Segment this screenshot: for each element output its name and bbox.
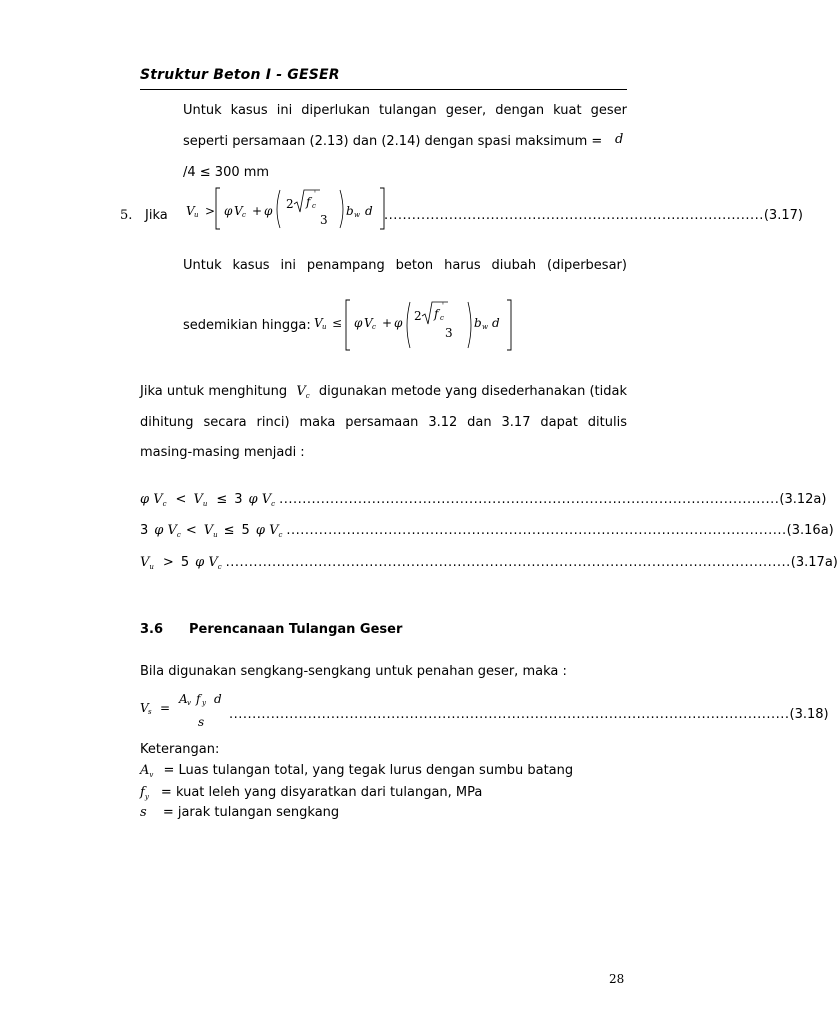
para1-line2: seperti persamaan (2.13) dan (2.14) dengan spasi maksimum = <box>183 134 603 149</box>
var-sub: y <box>144 793 149 801</box>
formula-f: f <box>306 195 311 209</box>
formula-vu-limit <box>312 296 517 356</box>
word: kuat <box>553 103 582 118</box>
formula-d: d <box>492 316 500 330</box>
formula-plus: + <box>252 204 263 218</box>
para3-line1 <box>140 385 627 398</box>
formula-v-sub: v <box>187 699 191 707</box>
bracket-left <box>216 188 220 229</box>
formula-u-sub: u <box>322 323 327 331</box>
formula-prime: ' <box>442 302 444 310</box>
eq-left <box>140 493 167 506</box>
var: φ V <box>255 523 279 538</box>
word: ini <box>280 258 296 273</box>
var: φ V <box>195 555 218 570</box>
formula-phi2: φ <box>264 204 273 218</box>
para1-line3: /4 ≤ 300 mm <box>183 165 270 180</box>
formula-gt: > <box>205 204 216 218</box>
word: maka <box>299 415 336 430</box>
word: dengan <box>495 103 545 118</box>
leader-dots: ......................................................................................................................... <box>229 707 790 722</box>
para3-line3: masing-masing menjadi : <box>140 445 305 460</box>
var: V <box>203 523 214 538</box>
eq-mid <box>204 524 218 537</box>
formula-318 <box>138 688 238 733</box>
page-number: 28 <box>609 972 625 986</box>
para1-var-d: d <box>615 132 624 147</box>
keterangan-item <box>140 786 482 799</box>
word: harus <box>444 258 481 273</box>
paren-right <box>468 302 471 348</box>
eq-right <box>249 493 276 506</box>
eq318-leader <box>229 707 829 722</box>
coef: 3 <box>234 492 243 507</box>
formula-d: d <box>214 692 222 706</box>
word: dihitung <box>140 415 194 430</box>
word: dan <box>467 415 492 430</box>
formula-Vc: V <box>234 204 243 218</box>
text: digunakan metode yang disederhanakan (tidak <box>318 384 627 399</box>
var-sub: c <box>305 392 310 400</box>
formula-le: ≤ <box>332 316 343 330</box>
formula-eq: = <box>160 701 171 715</box>
symbol <box>140 785 149 800</box>
para4: Bila digunakan sengkang-sengkang untuk penahan geser, maka : <box>140 664 567 679</box>
formula-Vu: V <box>186 204 195 218</box>
formula-y-sub: y <box>202 699 206 707</box>
formula-plus: + <box>382 316 393 330</box>
formula-w-sub: w <box>354 211 360 219</box>
var: A <box>140 763 150 778</box>
var-sub: u <box>202 500 208 508</box>
header-title: Struktur Beton I - GESER <box>140 67 340 83</box>
symbol <box>140 805 147 820</box>
formula-Vu: V <box>314 316 323 330</box>
formula-A: A <box>179 692 188 706</box>
formula-c-sub: c <box>372 323 376 331</box>
equation-ref: (3.17a) <box>790 555 838 570</box>
op: < <box>175 492 187 507</box>
word: (diperbesar) <box>547 258 627 273</box>
eq-left <box>154 524 181 537</box>
word: rinci) <box>256 415 290 430</box>
word: persamaan <box>345 415 419 430</box>
formula-phi: φ <box>224 204 233 218</box>
description: = jarak tulangan sengkang <box>162 805 340 820</box>
equation-ref: (3.16a) <box>786 523 834 538</box>
formula-phi: φ <box>354 316 363 330</box>
coef: 5 <box>241 523 250 538</box>
formula-phi2: φ <box>394 316 403 330</box>
header-rule <box>140 89 627 90</box>
paren-left <box>277 190 280 228</box>
description: = kuat leleh yang disyaratkan dari tulangan, MPa <box>160 785 483 800</box>
leader-dots: .......................................................................................................................... <box>225 555 791 570</box>
formula-d: d <box>365 204 373 218</box>
var-sub: c <box>217 563 222 571</box>
var: s <box>140 805 147 820</box>
var-sub: c <box>278 531 283 539</box>
word: geser, <box>445 103 487 118</box>
formula-c-sub2: c <box>440 314 444 322</box>
equation-316a <box>140 523 834 539</box>
word: kasus <box>232 258 270 273</box>
var: V <box>193 492 203 507</box>
item5-leader <box>384 208 803 223</box>
item5-label: Jika <box>145 208 168 223</box>
formula-two: 2 <box>286 197 294 211</box>
item5-number: 5. <box>120 208 133 223</box>
equation-ref: (3.18) <box>789 707 829 722</box>
op: ≤ <box>216 492 228 507</box>
op: < <box>185 523 197 538</box>
formula-three: 3 <box>445 326 453 340</box>
var-sub: c <box>271 500 276 508</box>
para2-line1 <box>183 259 627 272</box>
word: Untuk <box>183 258 222 273</box>
var: V <box>140 555 150 570</box>
word: diubah <box>491 258 537 273</box>
word: tulangan <box>379 103 437 118</box>
word: dapat <box>540 415 578 430</box>
word: diperlukan <box>301 103 371 118</box>
formula-c-sub: c <box>242 211 246 219</box>
equation-ref: (3.17) <box>763 208 803 223</box>
leader-dots: ............................................................................................................ <box>286 523 787 538</box>
var: φ V <box>140 492 163 507</box>
coef: 3 <box>140 523 149 538</box>
paren-left <box>407 302 410 348</box>
var-sub: u <box>213 531 218 539</box>
var-sub: c <box>176 531 181 539</box>
formula-Vc: V <box>364 316 373 330</box>
formula-two: 2 <box>414 309 422 323</box>
var: φ V <box>248 492 272 507</box>
para2-line2: sedemikian hingga: <box>183 318 311 333</box>
formula-b: b <box>346 204 354 218</box>
var-sub: c <box>162 500 167 508</box>
inline-var <box>296 385 309 398</box>
word: ini <box>276 103 293 118</box>
equation-317a <box>140 555 838 571</box>
bracket-right <box>507 300 511 350</box>
text: Jika untuk menghitung <box>140 384 288 399</box>
keterangan-title: Keterangan: <box>140 742 220 757</box>
leader-dots: ............................................................................................................ <box>279 492 780 507</box>
var: f <box>140 785 145 800</box>
formula-f: f <box>196 692 201 706</box>
section-title: Perencanaan Tulangan Geser <box>189 622 403 637</box>
coef: 5 <box>180 555 190 570</box>
symbol <box>140 763 153 778</box>
formula-b: b <box>474 316 482 330</box>
formula-three: 3 <box>320 213 328 227</box>
formula-V: V <box>140 701 149 715</box>
word: ditulis <box>587 415 627 430</box>
equation-312a <box>140 492 827 508</box>
formula-den-s: s <box>198 715 205 729</box>
word: penampang <box>306 258 385 273</box>
formula-prime: ' <box>314 190 316 198</box>
formula-w-sub: w <box>482 323 488 331</box>
word: geser <box>590 103 627 118</box>
keterangan-item <box>140 806 339 819</box>
var-sub: v <box>149 771 154 779</box>
formula-c-sub2: c <box>312 202 316 210</box>
paren-right <box>340 190 343 228</box>
para3-line2 <box>140 416 627 429</box>
formula-f: f <box>434 307 439 321</box>
section-number: 3.6 <box>140 622 164 637</box>
op: ≤ <box>223 523 235 538</box>
eq-mid <box>193 493 207 506</box>
eq-right <box>256 524 283 537</box>
formula-s-sub: s <box>148 708 152 716</box>
word: kasus <box>230 103 268 118</box>
var: φ V <box>154 523 177 538</box>
keterangan-item <box>140 764 573 777</box>
formula-u-sub: u <box>194 211 199 219</box>
formula-317 <box>180 184 390 234</box>
eq-right <box>195 556 222 569</box>
word: 3.17 <box>501 415 531 430</box>
var-sub: u <box>149 563 154 571</box>
description: = Luas tulangan total, yang tegak lurus dengan sumbu batang <box>163 763 574 778</box>
para1-line1 <box>183 104 627 117</box>
leader-dots: .................................................................................. <box>384 208 764 223</box>
word: secara <box>203 415 247 430</box>
var: V <box>296 384 306 399</box>
eq-mid <box>140 556 154 569</box>
equation-ref: (3.12a) <box>779 492 827 507</box>
word: 3.12 <box>428 415 458 430</box>
word: beton <box>395 258 434 273</box>
op: > <box>162 555 174 570</box>
bracket-left <box>346 300 350 350</box>
word: Untuk <box>183 103 222 118</box>
